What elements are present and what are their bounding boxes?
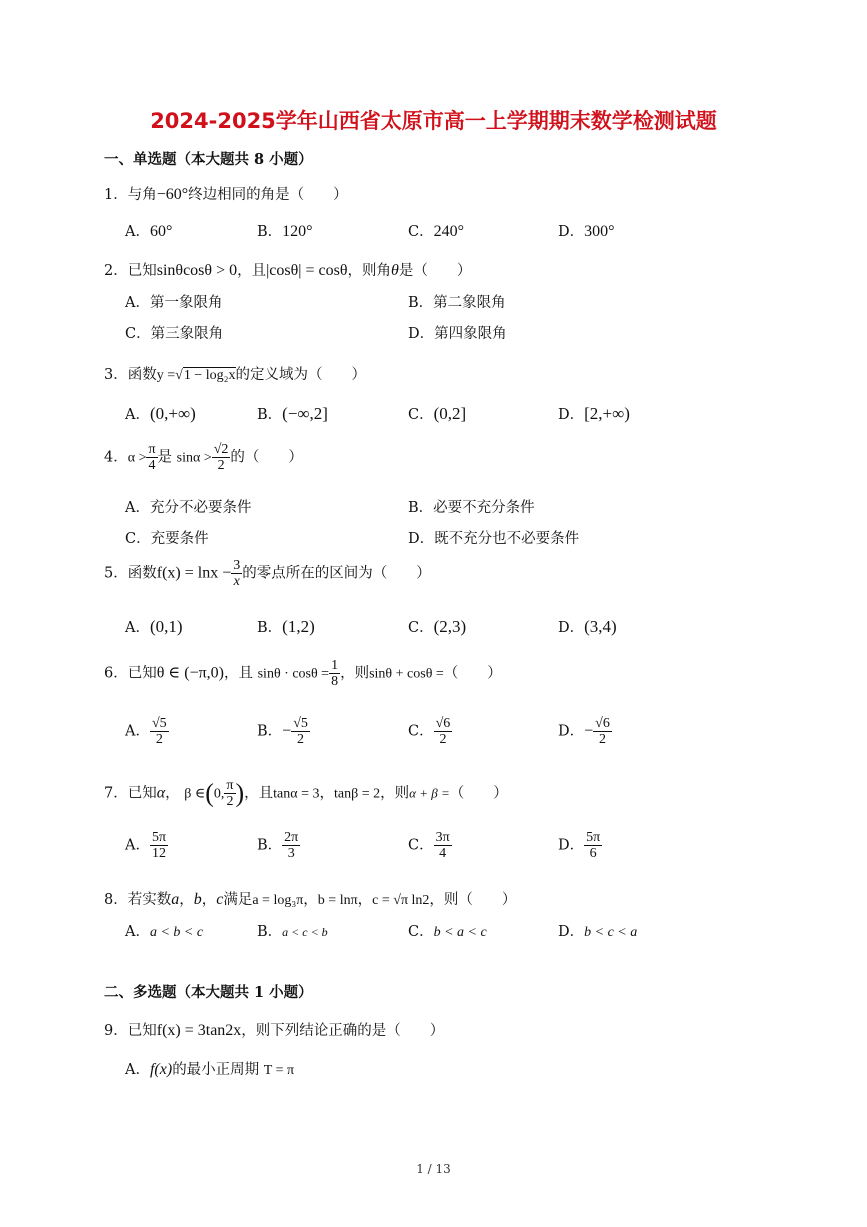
q8-option-c: C．b < a < c (408, 924, 487, 940)
q3-option-c: C．(0,2] (408, 404, 467, 423)
q9-option-a: A．f(x)的最小正周期 T = π (125, 1061, 295, 1078)
q3-option-a: A．(0,+∞) (125, 404, 196, 423)
q5-option-c: C．(2,3) (408, 617, 467, 636)
question-5: 5．函数f(x) = lnx − $\frac{3}{x}$ 的零点所在的区间为（ ） (104, 558, 431, 589)
q4-option-b: B．必要不充分条件 (408, 500, 535, 516)
q2-option-a: A．第一象限角 (125, 295, 223, 311)
q8-option-d: D．b < c < a (558, 924, 638, 940)
question-9: 9．已知f(x) = 3tan2x，则下列结论正确的是（ ） (104, 1022, 445, 1039)
section-heading-single-choice: 一、单选题（本大题共 8 小题） (104, 151, 313, 168)
q6-option-a: A． $\frac{√5}{2}$ (125, 716, 167, 747)
q4-option-c: C．充要条件 (125, 531, 209, 547)
q3-option-b: B．(−∞,2] (257, 404, 328, 423)
question-6: 6．已知θ ∈ (−π,0)，且 sinθ · cosθ = $\frac{1}{8}$ ，则sinθ + cosθ =（ ） (104, 658, 502, 689)
q1-option-d: D．300° (558, 223, 615, 240)
q7-option-d: D． $\frac{5\pi}{6}$ (558, 830, 601, 861)
page-title: 2024-2025学年山西省太原市高一上学期期末数学检测试题 (150, 109, 717, 133)
page-number: 1 / 13 (416, 1162, 451, 1176)
q8-option-a: A．a < b < c (125, 924, 204, 940)
question-4: 4．α > $\frac{\pi}{4}$ 是 sinα > $\frac{√2}{2}$ 的（ ） (104, 442, 303, 473)
q3-option-d: D．[2,+∞) (558, 404, 630, 423)
section-heading-multiple-choice: 二、多选题（本大题共 1 小题） (104, 984, 313, 1001)
q5-option-b: B．(1,2) (257, 617, 315, 636)
q6-option-b: B．− $\frac{√5}{2}$ (257, 716, 308, 747)
question-8: 8．若实数a，b，c满足a = log₃π，b = lnπ，c = √π ln2，则（ ） (104, 891, 517, 908)
q7-option-b: B． $\frac{2\pi}{3}$ (257, 830, 299, 861)
question-3: 3．函数y =√1 − log₂x的定义域为（ ） (104, 367, 366, 383)
question-1: 1．与角−60°终边相同的角是（ ） (104, 186, 348, 203)
q7-option-a: A． $\frac{5\pi}{12}$ (125, 830, 167, 861)
question-7: 7．已知α， β ∈(0, $\frac{\pi}{2}$ )，且tanα = 3，tanβ = 2，则α + β =（ ） (104, 778, 508, 809)
q4-option-d: D．既不充分也不必要条件 (408, 531, 580, 547)
question-2: 2．已知sinθcosθ > 0，且|cosθ| = cosθ，则角θ是（ ） (104, 262, 472, 279)
q2-option-c: C．第三象限角 (125, 326, 224, 342)
q1-option-a: A．60° (125, 223, 173, 240)
q1-option-c: C．240° (408, 223, 465, 240)
q2-option-b: B．第二象限角 (408, 295, 506, 311)
q7-option-c: C． $\frac{3\pi}{4}$ (408, 830, 450, 861)
q8-option-b: B．a < c < b (257, 924, 328, 940)
q5-option-a: A．(0,1) (125, 617, 183, 636)
q1-option-b: B．120° (257, 223, 313, 240)
q6-option-c: C． $\frac{√6}{2}$ (408, 716, 451, 747)
q4-option-a: A．充分不必要条件 (125, 500, 252, 516)
q5-option-d: D．(3,4) (558, 617, 617, 636)
q2-option-d: D．第四象限角 (408, 326, 507, 342)
q6-option-d: D．− $\frac{√6}{2}$ (558, 716, 610, 747)
